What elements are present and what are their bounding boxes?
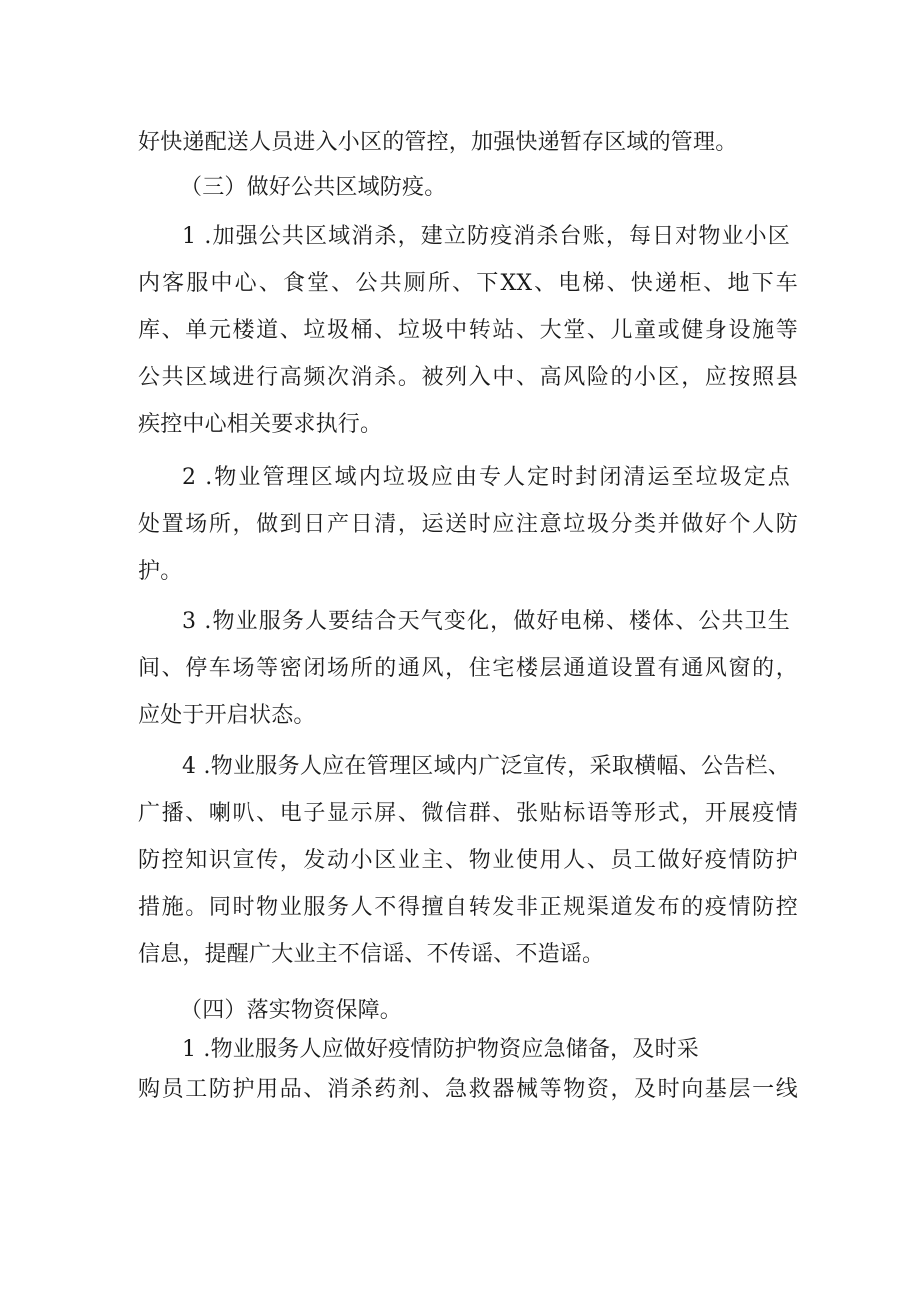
paragraph-line: 信息，提醒广大业主不信谣、不传谣、不造谣。 bbox=[138, 942, 605, 967]
paragraph-line: 护。 bbox=[138, 559, 183, 584]
section-heading: （三）做好公共区域防疫。 bbox=[180, 175, 447, 200]
paragraph-line: 间、停车场等密闭场所的通风，住宅楼层通道设置有通风窗的， bbox=[138, 656, 798, 681]
paragraph-line: 广播、喇叭、电子显示屏、微信群、张贴标语等形式，开展疫情 bbox=[138, 801, 798, 826]
paragraph-line: 购员工防护用品、消杀药剂、急救器械等物资，及时向基层一线 bbox=[138, 1077, 798, 1102]
section-heading: （四）落实物资保障。 bbox=[180, 998, 403, 1023]
paragraph-line: 3 .物业服务人要结合天气变化，做好电梯、楼体、公共卫生 bbox=[182, 609, 790, 634]
paragraph-line: 2 .物业管理区域内垃圾应由专人定时封闭清运至垃圾定点 bbox=[182, 465, 790, 490]
paragraph-line: 好快递配送人员进入小区的管控，加强快递暂存区域的管理。 bbox=[138, 130, 738, 155]
paragraph-line: 1 .物业服务人应做好疫情防护物资应急储备，及时采 bbox=[182, 1037, 699, 1062]
paragraph-line: 疾控中心相关要求执行。 bbox=[138, 412, 383, 437]
paragraph-line: 4 .物业服务人应在管理区域内广泛宣传，采取横幅、公告栏、 bbox=[182, 754, 790, 779]
paragraph-line: 内客服中心、食堂、公共厕所、下XX、电梯、快递柜、地下车 bbox=[138, 271, 798, 296]
paragraph-line: 公共区域进行高频次消杀。被列入中、高风险的小区，应按照县 bbox=[138, 365, 798, 390]
paragraph-line: 防控知识宣传，发动小区业主、物业使用人、员工做好疫情防护 bbox=[138, 848, 798, 873]
paragraph-line: 应处于开启状态。 bbox=[138, 703, 316, 728]
paragraph-line: 处置场所，做到日产日清，运送时应注意垃圾分类并做好个人防 bbox=[138, 512, 798, 537]
paragraph-line: 措施。同时物业服务人不得擅自转发非正规渠道发布的疫情防控 bbox=[138, 895, 798, 920]
paragraph-line: 库、单元楼道、垃圾桶、垃圾中转站、大堂、儿童或健身设施等 bbox=[138, 318, 798, 343]
paragraph-line: 1 .加强公共区域消杀，建立防疫消杀台账，每日对物业小区 bbox=[182, 224, 790, 249]
